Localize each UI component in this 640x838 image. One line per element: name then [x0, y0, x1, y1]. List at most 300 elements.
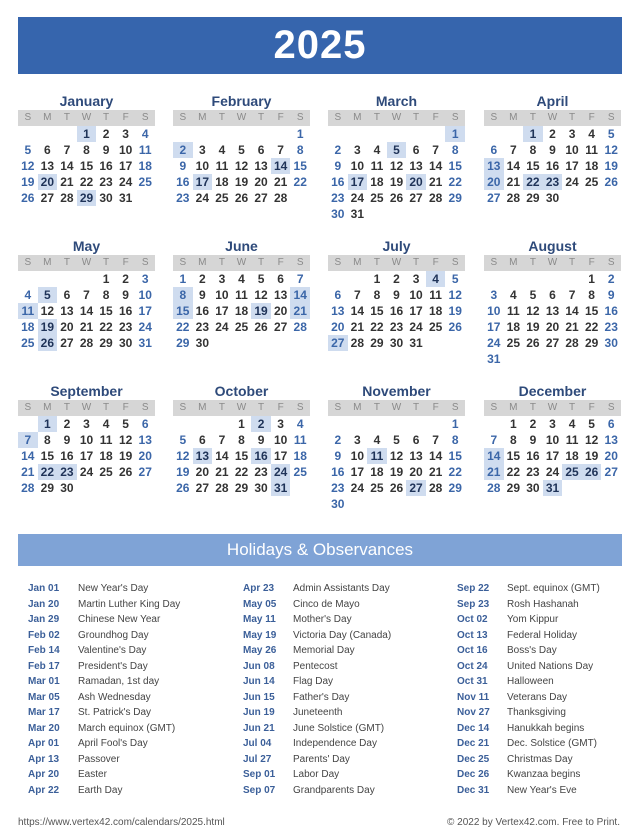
day-cell: 3 [218, 272, 226, 286]
day-cell: 31 [409, 336, 423, 350]
day-cell: 1 [179, 272, 187, 286]
holiday-row [28, 643, 180, 659]
day-cell: 12 [448, 288, 462, 302]
holiday-name: New Year's Day [78, 583, 149, 594]
day-cell: 16 [251, 448, 271, 464]
day-cell: 12 [118, 433, 133, 447]
day-cell: 26 [582, 464, 602, 480]
holiday-name: Groundhog Day [78, 629, 149, 641]
day-cell: 2 [251, 416, 271, 432]
day-cell: 13 [545, 304, 560, 318]
holiday-date: Oct 24 [457, 660, 488, 672]
day-cell: 5 [588, 417, 595, 431]
year-title: 2025 [18, 17, 622, 74]
day-cell: 31 [350, 207, 365, 221]
holiday-date: Mar 20 [28, 722, 60, 734]
day-cell: 23 [331, 191, 345, 205]
day-cell: 18 [370, 465, 384, 479]
day-cell: 9 [179, 159, 187, 173]
day-cell: 4 [568, 417, 576, 431]
day-cell: 9 [334, 449, 342, 463]
holiday-date: Feb 02 [28, 629, 60, 641]
holiday-row [28, 690, 180, 706]
holiday-date: Oct 02 [457, 614, 488, 625]
day-cell: 14 [21, 449, 35, 463]
weekday-label: W [547, 402, 558, 413]
day-cell: 4 [373, 143, 381, 157]
day-cell: 15 [448, 159, 462, 173]
holiday-row [457, 705, 600, 721]
holiday-row [457, 690, 600, 706]
month-name: September [50, 383, 123, 399]
day-cell: 26 [21, 191, 35, 205]
day-cell: 21 [273, 175, 288, 189]
day-cell: 21 [79, 320, 94, 334]
day-cell: 29 [370, 336, 384, 350]
day-cell: 27 [138, 465, 152, 479]
day-grid [173, 271, 310, 351]
day-cell: 18 [21, 320, 35, 334]
weekday-label: S [141, 257, 149, 268]
weekday-label: S [451, 402, 459, 413]
day-cell: 8 [529, 143, 537, 157]
day-cell: 8 [373, 288, 381, 302]
day-cell: 13 [409, 449, 423, 463]
day-grid [18, 416, 155, 496]
day-cell: 14 [428, 449, 443, 463]
day-cell: 17 [215, 304, 229, 318]
day-cell: 17 [348, 174, 368, 190]
day-cell: 18 [370, 175, 384, 189]
holidays-title: Holidays & Observances [18, 534, 622, 566]
day-cell: 12 [389, 159, 404, 173]
holiday-row [243, 581, 391, 597]
day-cell: 7 [83, 288, 90, 302]
weekday-header [484, 110, 621, 126]
day-cell: 25 [138, 175, 152, 189]
day-cell: 11 [235, 288, 248, 302]
day-cell: 13 [60, 304, 74, 318]
day-cell: 23 [99, 175, 113, 189]
day-cell: 22 [448, 465, 462, 479]
footer-url[interactable]: https://www.vertex42.com/calendars/2025.html [18, 817, 225, 828]
day-cell: 24 [350, 481, 365, 495]
day-cell: 25 [506, 336, 521, 350]
day-cell: 23 [57, 464, 77, 480]
month-name: May [72, 238, 101, 254]
weekday-label: W [236, 112, 247, 123]
weekday-label: W [391, 402, 402, 413]
day-cell: 4 [296, 417, 304, 431]
holiday-date: Dec 26 [457, 769, 490, 780]
day-cell: 25 [21, 336, 35, 350]
weekday-label: T [258, 112, 265, 123]
day-cell: 29 [584, 336, 599, 350]
weekday-header [328, 255, 465, 271]
day-cell: 19 [21, 175, 35, 189]
holiday-date: May 19 [243, 629, 277, 641]
weekday-label: S [451, 112, 459, 123]
day-cell: 16 [604, 304, 618, 318]
day-cell: 20 [138, 449, 152, 463]
holiday-row [243, 721, 391, 737]
day-cell: 17 [350, 465, 365, 479]
day-cell: 7 [18, 432, 38, 448]
day-cell: 11 [18, 303, 38, 319]
weekday-label: F [277, 402, 284, 413]
day-grid [173, 126, 310, 206]
day-grid [484, 416, 621, 496]
day-cell: 10 [138, 288, 152, 302]
holiday-row [457, 643, 600, 659]
weekday-label: F [122, 257, 129, 268]
holiday-row [243, 643, 391, 659]
holiday-row [457, 721, 600, 737]
day-cell: 21 [506, 175, 521, 189]
day-cell: 16 [545, 159, 560, 173]
footer-copyright: © 2022 by Vertex42.com. Free to Print. [446, 817, 620, 828]
month-august [484, 237, 621, 367]
day-cell: 21 [350, 320, 365, 334]
holiday-date: Mar 17 [28, 707, 60, 718]
day-cell: 17 [118, 159, 133, 173]
day-cell: 4 [510, 288, 517, 302]
holiday-date: Jun 21 [243, 722, 275, 734]
day-cell: 18 [428, 304, 443, 318]
weekday-label: F [588, 402, 595, 413]
weekday-label: T [529, 112, 536, 123]
holiday-date: Oct 16 [457, 645, 488, 656]
day-cell: 15 [293, 159, 307, 173]
holiday-date: Sep 07 [243, 784, 276, 796]
holiday-row [243, 736, 391, 752]
day-cell: 30 [604, 336, 618, 350]
day-cell: 28 [21, 481, 35, 495]
day-cell: 10 [565, 143, 579, 157]
day-cell: 7 [490, 433, 498, 447]
day-cell: 25 [99, 465, 113, 479]
day-cell: 29 [526, 191, 540, 205]
day-cell: 30 [331, 497, 345, 511]
day-cell: 6 [277, 272, 284, 286]
day-cell: 26 [254, 320, 268, 334]
day-cell: 9 [334, 159, 342, 173]
holiday-name: Chinese New Year [78, 614, 161, 625]
day-cell: 7 [568, 288, 576, 302]
day-cell: 25 [584, 175, 599, 189]
day-cell: 28 [487, 481, 501, 495]
holiday-date: Jan 20 [28, 598, 60, 610]
weekday-label: S [334, 112, 342, 123]
day-grid [328, 126, 465, 222]
day-cell: 19 [604, 159, 618, 173]
day-cell: 9 [122, 288, 129, 302]
weekday-label: S [179, 112, 187, 123]
weekday-header [328, 400, 465, 416]
day-grid [484, 126, 621, 206]
holiday-row [243, 752, 391, 768]
holiday-date: May 11 [243, 614, 276, 625]
day-cell: 1 [38, 416, 58, 432]
holiday-name: March equinox (GMT) [78, 722, 176, 734]
day-cell: 29 [40, 481, 55, 495]
weekday-label: T [529, 257, 536, 268]
weekday-label: S [296, 402, 304, 413]
day-cell: 1 [588, 272, 595, 286]
holiday-date: Jun 19 [243, 707, 275, 718]
weekday-header [18, 110, 155, 126]
day-cell: 22 [176, 320, 190, 334]
day-cell: 4 [102, 417, 110, 431]
holiday-name: Halloween [507, 676, 554, 687]
day-cell: 22 [584, 320, 599, 334]
day-cell: 7 [63, 143, 71, 157]
day-cell: 2 [173, 142, 193, 158]
day-cell: 28 [79, 336, 94, 350]
day-cell: 28 [428, 191, 443, 205]
weekday-label: F [432, 402, 439, 413]
weekday-label: M [353, 257, 362, 268]
day-cell: 13 [254, 159, 268, 173]
weekday-label: W [547, 257, 558, 268]
day-cell: 23 [118, 320, 133, 334]
day-cell: 5 [393, 433, 400, 447]
weekday-label: F [588, 112, 595, 123]
day-cell: 5 [38, 287, 58, 303]
day-cell: 9 [529, 433, 537, 447]
day-cell: 5 [24, 143, 32, 157]
holiday-row [457, 736, 600, 752]
holiday-date: Jan 01 [28, 583, 60, 594]
month-july [328, 237, 465, 351]
day-cell: 14 [350, 304, 365, 318]
day-cell: 15 [234, 449, 249, 463]
holiday-row [28, 721, 180, 737]
day-cell: 13 [273, 288, 288, 302]
holiday-name: Easter [78, 769, 107, 780]
day-cell: 11 [585, 143, 598, 157]
weekday-label: M [509, 402, 518, 413]
day-cell: 11 [215, 159, 229, 173]
day-cell: 4 [373, 433, 381, 447]
day-cell: 15 [99, 304, 113, 318]
holiday-name: Cinco de Mayo [293, 598, 360, 610]
day-cell: 18 [138, 159, 152, 173]
day-cell: 6 [412, 433, 420, 447]
day-cell: 15 [448, 449, 462, 463]
holiday-name: Grandparents Day [293, 784, 375, 796]
day-cell: 6 [607, 417, 615, 431]
day-cell: 3 [277, 417, 284, 431]
day-cell: 2 [102, 127, 110, 141]
holiday-name: Ash Wednesday [78, 691, 151, 703]
day-cell: 21 [484, 464, 504, 480]
day-cell: 30 [118, 336, 133, 350]
day-cell: 14 [215, 449, 229, 463]
day-cell: 9 [102, 143, 110, 157]
day-cell: 30 [195, 336, 210, 350]
day-cell: 22 [38, 464, 58, 480]
weekday-label: F [432, 112, 439, 123]
holiday-name: Kwanzaa begins [507, 769, 581, 780]
day-cell: 22 [370, 320, 384, 334]
holiday-date: Feb 17 [28, 660, 60, 672]
day-cell: 7 [296, 272, 304, 286]
month-september [18, 382, 155, 496]
holiday-name: Parents' Day [293, 753, 350, 765]
day-cell: 27 [487, 191, 501, 205]
holiday-date: May 26 [243, 645, 277, 656]
day-cell: 20 [545, 320, 560, 334]
day-cell: 7 [432, 433, 439, 447]
holiday-name: Ramadan, 1st day [78, 676, 160, 687]
holiday-name: Hanukkah begins [507, 722, 585, 734]
weekday-label: T [218, 257, 225, 268]
day-cell: 15 [584, 304, 599, 318]
day-cell: 18 [584, 159, 599, 173]
day-cell: 3 [354, 143, 361, 157]
day-cell: 22 [79, 175, 94, 189]
day-cell: 25 [234, 320, 249, 334]
holiday-row [28, 705, 180, 721]
day-cell: 16 [331, 175, 345, 189]
day-cell: 10 [350, 159, 365, 173]
day-cell: 24 [79, 465, 94, 479]
day-cell: 27 [545, 336, 560, 350]
day-cell: 21 [428, 175, 443, 189]
day-cell: 10 [195, 159, 210, 173]
day-cell: 30 [545, 191, 560, 205]
day-cell: 3 [549, 417, 556, 431]
day-cell: 16 [195, 304, 210, 318]
day-cell: 8 [510, 433, 517, 447]
day-cell: 21 [215, 465, 229, 479]
holiday-row [457, 597, 600, 613]
holiday-row [243, 597, 391, 613]
day-cell: 31 [487, 352, 501, 366]
day-cell: 27 [273, 320, 288, 334]
weekday-label: M [509, 257, 518, 268]
day-cell: 18 [506, 320, 521, 334]
day-cell: 11 [429, 288, 442, 302]
day-cell: 19 [526, 320, 540, 334]
day-cell: 30 [254, 481, 268, 495]
day-cell: 14 [428, 159, 443, 173]
holiday-name: Father's Day [293, 691, 350, 703]
weekday-label: T [413, 257, 420, 268]
day-cell: 9 [549, 143, 556, 157]
month-april [484, 92, 621, 206]
holiday-date: Jul 27 [243, 753, 272, 765]
day-cell: 11 [370, 159, 384, 173]
day-cell: 23 [604, 320, 618, 334]
holiday-date: Nov 27 [457, 707, 490, 718]
day-cell: 5 [179, 433, 187, 447]
holiday-date: Jun 14 [243, 676, 275, 687]
day-cell: 11 [367, 448, 387, 464]
day-cell: 20 [409, 465, 423, 479]
day-cell: 19 [38, 319, 58, 335]
holiday-date: Oct 13 [457, 629, 488, 641]
day-cell: 29 [506, 481, 521, 495]
day-cell: 27 [40, 191, 55, 205]
day-cell: 3 [412, 272, 420, 286]
day-cell: 12 [254, 288, 268, 302]
day-cell: 14 [484, 448, 504, 464]
day-cell: 3 [83, 417, 90, 431]
holiday-name: Christmas Day [507, 753, 573, 765]
weekday-header [173, 255, 310, 271]
weekday-label: T [63, 402, 70, 413]
weekday-label: T [569, 112, 576, 123]
day-cell: 25 [428, 320, 443, 334]
day-cell: 10 [350, 449, 365, 463]
day-cell: 22 [99, 320, 113, 334]
holiday-row [243, 674, 391, 690]
month-march [328, 92, 465, 222]
weekday-header [484, 255, 621, 271]
day-cell: 13 [409, 159, 423, 173]
day-cell: 2 [393, 272, 400, 286]
holiday-column [457, 581, 600, 798]
day-cell: 5 [387, 142, 407, 158]
holiday-name: Federal Holiday [507, 629, 578, 641]
day-cell: 6 [412, 143, 420, 157]
day-cell: 9 [257, 433, 265, 447]
holiday-row [457, 581, 600, 597]
holiday-column [28, 581, 180, 798]
day-cell: 25 [370, 191, 384, 205]
day-cell: 23 [389, 320, 404, 334]
weekday-label: S [296, 112, 304, 123]
day-cell: 27 [60, 336, 74, 350]
weekday-header [18, 400, 155, 416]
holiday-name: April Fool's Day [78, 738, 148, 749]
weekday-label: W [81, 402, 92, 413]
weekday-label: W [391, 112, 402, 123]
day-cell: 2 [334, 433, 342, 447]
holiday-date: Oct 31 [457, 676, 488, 687]
weekday-label: S [490, 402, 498, 413]
month-name: January [59, 93, 114, 109]
day-cell: 13 [484, 158, 504, 174]
weekday-label: M [43, 257, 52, 268]
weekday-label: T [529, 402, 536, 413]
day-cell: 23 [543, 174, 563, 190]
holiday-date: Dec 25 [457, 753, 490, 765]
holiday-name: Rosh Hashanah [507, 598, 579, 610]
day-cell: 19 [584, 449, 599, 463]
weekday-label: T [569, 402, 576, 413]
day-cell: 23 [254, 465, 268, 479]
day-cell: 21 [565, 320, 579, 334]
weekday-label: T [218, 402, 225, 413]
holiday-row [457, 752, 600, 768]
weekday-label: T [103, 112, 110, 123]
day-cell: 15 [40, 449, 55, 463]
weekday-label: T [103, 402, 110, 413]
day-cell: 14 [506, 159, 521, 173]
day-cell: 1 [510, 417, 517, 431]
day-cell: 20 [331, 320, 345, 334]
day-cell: 2 [199, 272, 206, 286]
day-cell: 29 [448, 481, 462, 495]
day-cell: 3 [122, 127, 129, 141]
day-cell: 12 [389, 449, 404, 463]
holiday-name: Sept. equinox (GMT) [507, 583, 600, 594]
day-cell: 6 [490, 143, 498, 157]
day-cell: 20 [484, 174, 504, 190]
